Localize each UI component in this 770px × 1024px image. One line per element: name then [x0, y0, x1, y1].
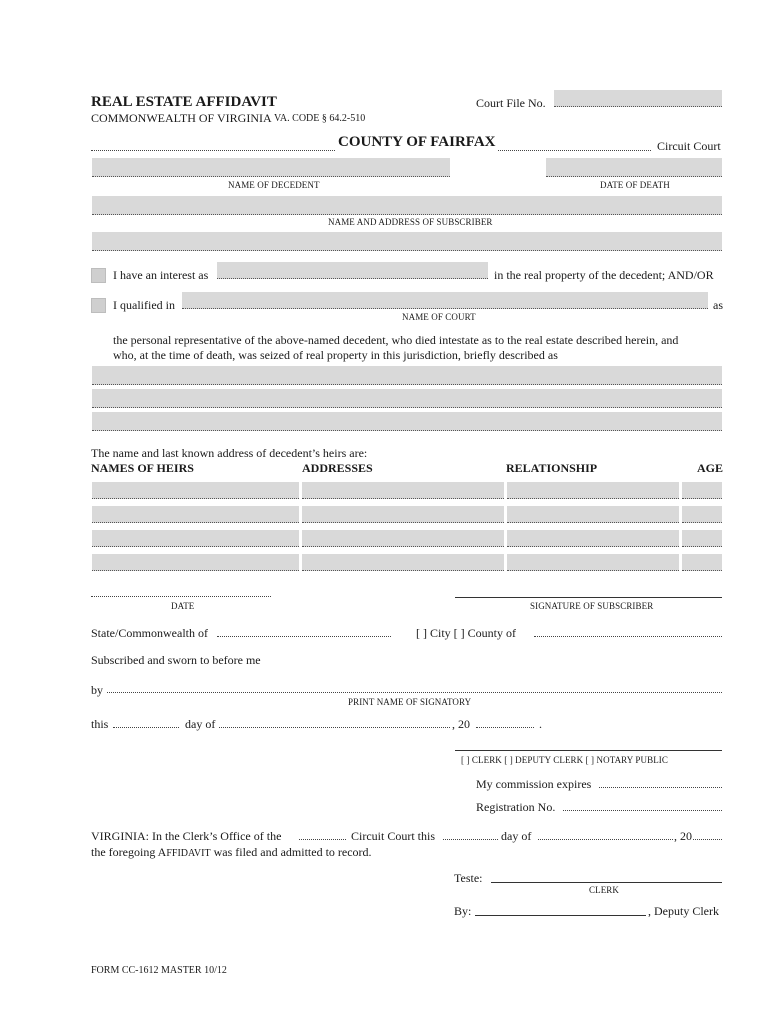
city-county-line[interactable]: [534, 636, 722, 637]
city-county-label: [ ] City [ ] County of: [416, 626, 516, 640]
decedent-name-field[interactable]: [92, 158, 450, 177]
heir-2-address-field[interactable]: [302, 506, 504, 523]
notary-signature-line[interactable]: [455, 750, 722, 751]
signatory-line[interactable]: [107, 692, 722, 693]
date-of-death-field[interactable]: [546, 158, 722, 177]
property-description-line-1[interactable]: [92, 366, 722, 385]
by-label: by: [91, 683, 103, 697]
circuit-court-label: Circuit Court: [657, 139, 721, 153]
commission-line[interactable]: [599, 787, 722, 788]
date-caption: DATE: [171, 601, 195, 611]
county-name: COUNTY OF FAIRFAX: [338, 134, 496, 150]
paragraph-line-2: who, at the time of death, was seized of real property in this jurisdiction, briefly described as: [113, 348, 558, 362]
signature-line[interactable]: [455, 597, 722, 598]
heirs-col-name: NAMES OF HEIRS: [91, 461, 194, 475]
date-of-death-caption: DATE OF DEATH: [600, 180, 670, 190]
interest-field[interactable]: [217, 262, 488, 279]
heir-4-age-field[interactable]: [682, 554, 722, 571]
va-code-label: VA. CODE § 64.2-510: [274, 113, 366, 124]
name-of-decedent-caption: NAME OF DECEDENT: [228, 180, 320, 190]
property-description-line-2[interactable]: [92, 389, 722, 408]
name-of-court-caption: NAME OF COURT: [402, 312, 476, 322]
heirs-col-age: AGE: [697, 461, 724, 475]
clerk-caption: CLERK: [589, 885, 620, 895]
filed-day-line[interactable]: [443, 839, 498, 840]
interest-prefix: I have an interest as: [113, 268, 209, 282]
teste-line[interactable]: [491, 882, 722, 883]
date-line[interactable]: [91, 596, 271, 597]
interest-checkbox[interactable]: [91, 268, 106, 283]
subscriber-caption: NAME AND ADDRESS OF SUBSCRIBER: [328, 217, 493, 227]
form-title: REAL ESTATE AFFIDAVIT: [91, 94, 277, 110]
court-file-number-field[interactable]: [554, 90, 722, 107]
heir-2-relationship-field[interactable]: [507, 506, 679, 523]
clerk-office-line[interactable]: [299, 839, 346, 840]
interest-suffix: in the real property of the decedent; AND/OR: [494, 268, 714, 282]
heirs-col-relationship: RELATIONSHIP: [506, 461, 598, 475]
year-prefix: , 20: [452, 717, 470, 731]
deputy-clerk-line[interactable]: [475, 915, 646, 916]
foregoing-text: the foregoing AFFIDAVIT was filed and admitted to record.: [91, 845, 372, 859]
circuit-court-this-label: Circuit Court this: [351, 829, 435, 843]
period: .: [539, 717, 542, 731]
commonwealth-label: COMMONWEALTH OF VIRGINIA: [91, 111, 272, 125]
deputy-clerk-label: , Deputy Clerk: [648, 904, 719, 918]
qualified-suffix: as: [713, 298, 723, 312]
heir-1-age-field[interactable]: [682, 482, 722, 499]
signature-caption: SIGNATURE OF SUBSCRIBER: [530, 601, 654, 611]
court-name-field[interactable]: [182, 292, 708, 309]
print-name-caption: PRINT NAME OF SIGNATORY: [348, 697, 472, 707]
court-file-label: Court File No.: [476, 96, 546, 110]
heir-1-name-field[interactable]: [92, 482, 299, 499]
heir-3-relationship-field[interactable]: [507, 530, 679, 547]
heir-2-age-field[interactable]: [682, 506, 722, 523]
heir-4-name-field[interactable]: [92, 554, 299, 571]
heir-3-name-field[interactable]: [92, 530, 299, 547]
subscriber-name-field[interactable]: [92, 196, 722, 215]
heir-2-name-field[interactable]: [92, 506, 299, 523]
year-line[interactable]: [476, 727, 534, 728]
heirs-intro: The name and last known address of decedent’s heirs are:: [91, 446, 368, 460]
state-line[interactable]: [217, 636, 391, 637]
heir-3-age-field[interactable]: [682, 530, 722, 547]
filed-day-of-label: day of: [501, 829, 532, 843]
this-label: this: [91, 717, 109, 731]
heir-3-address-field[interactable]: [302, 530, 504, 547]
qualified-checkbox[interactable]: [91, 298, 106, 313]
sworn-label: Subscribed and sworn to before me: [91, 653, 261, 667]
qualified-prefix: I qualified in: [113, 298, 175, 312]
heir-4-relationship-field[interactable]: [507, 554, 679, 571]
commission-label: My commission expires: [476, 777, 592, 791]
registration-line[interactable]: [563, 810, 722, 811]
subscriber-address-field[interactable]: [92, 232, 722, 251]
heirs-col-address: ADDRESSES: [302, 461, 373, 475]
filed-year-line[interactable]: [693, 839, 722, 840]
heir-1-address-field[interactable]: [302, 482, 504, 499]
this-day-line[interactable]: [113, 727, 179, 728]
heir-1-relationship-field[interactable]: [507, 482, 679, 499]
registration-label: Registration No.: [476, 800, 556, 814]
virginia-label: VIRGINIA: In the Clerk’s Office of the: [91, 829, 282, 843]
teste-label: Teste:: [454, 871, 483, 885]
paragraph-line-1: the personal representative of the above-named decedent, who died intestate as to the real estate described herein, and: [113, 333, 679, 347]
property-description-line-3[interactable]: [92, 412, 722, 431]
clerk-options[interactable]: [ ] CLERK [ ] DEPUTY CLERK [ ] NOTARY PUBLIC: [461, 755, 669, 765]
state-label: State/Commonwealth of: [91, 626, 208, 640]
month-line[interactable]: [219, 727, 450, 728]
day-of-label: day of: [185, 717, 216, 731]
form-id: FORM CC-1612 MASTER 10/12: [91, 965, 227, 976]
heir-4-address-field[interactable]: [302, 554, 504, 571]
filed-month-line[interactable]: [538, 839, 673, 840]
filed-year-prefix: , 20: [674, 829, 692, 843]
by-clerk-label: By:: [454, 904, 472, 918]
